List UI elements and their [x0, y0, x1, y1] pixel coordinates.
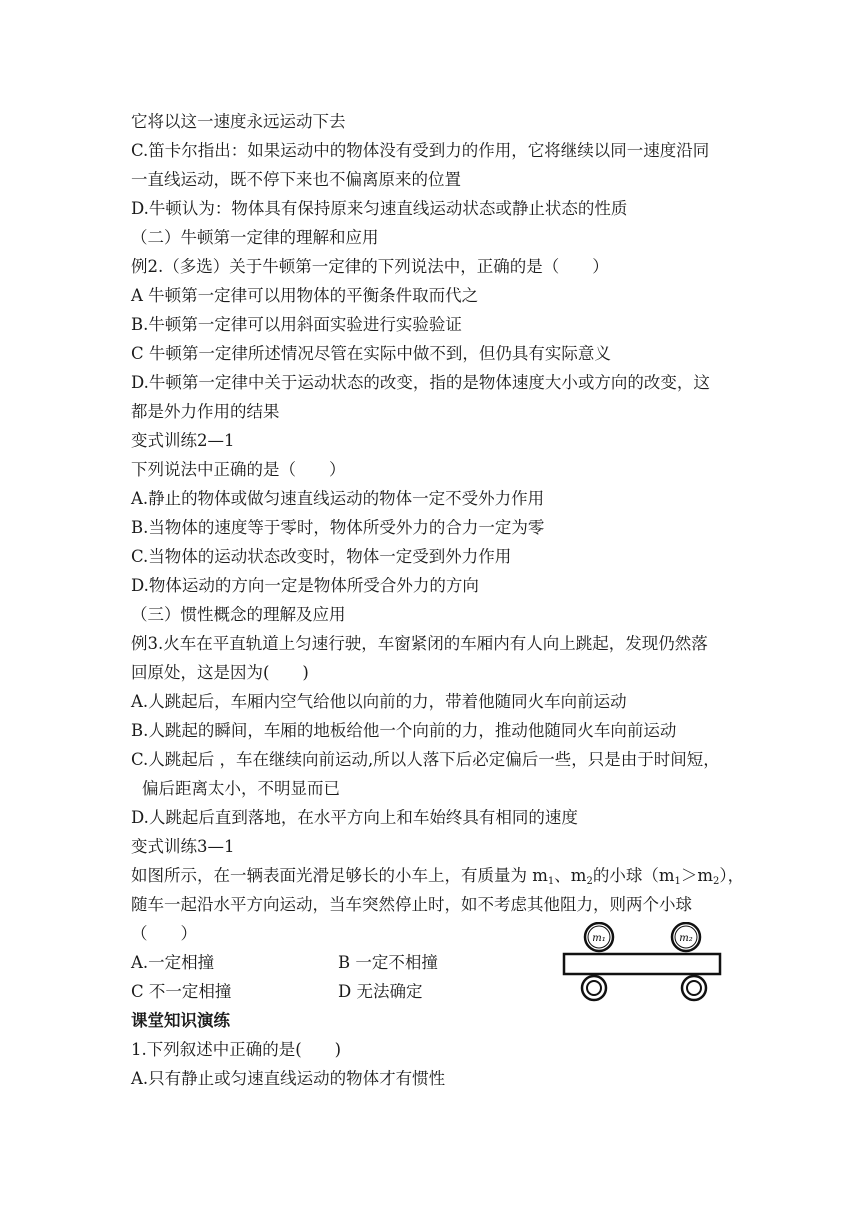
option-d: D.牛顿第一定律中关于运动状态的改变，指的是物体速度大小或方向的改变，这: [131, 373, 710, 392]
option-b: B.牛顿第一定律可以用斜面实验进行实验验证: [131, 315, 462, 334]
ball-m2-label: m₂: [679, 933, 693, 944]
question-stem: 例3.火车在平直轨道上匀速行驶，车窗紧闭的车厢内有人向上跳起，发现仍然落: [131, 634, 708, 653]
option-b: B.人跳起的瞬间，车厢的地板给他一个向前的力，推动他随同火车向前运动: [131, 721, 677, 740]
question-stem: 1.下列叙述中正确的是( ): [131, 1040, 342, 1059]
option-c: C 不一定相撞: [131, 982, 232, 1001]
cart-figure: [560, 922, 724, 1004]
wheel-left: [582, 976, 606, 1000]
option-a: A.人跳起后，车厢内空气给他以向前的力，带着他随同火车向前运动: [131, 692, 627, 711]
option-c: C.人跳起后 ，车在继续向前运动,所以人落下后必定偏后一些，只是由于时间短，: [131, 750, 720, 769]
option-d: D 无法确定: [338, 982, 423, 1001]
ball-m1-label: m₁: [592, 933, 606, 944]
option-b: B.当物体的速度等于零时，物体所受外力的合力一定为零: [131, 518, 545, 537]
exercise-heading: 变式训练3—1: [131, 837, 235, 856]
section-heading: （二）牛顿第一定律的理解和应用: [131, 228, 379, 247]
text-line: 它将以这一速度永远运动下去: [131, 112, 346, 131]
text-line: C.笛卡尔指出：如果运动中的物体没有受到力的作用，它将继续以同一速度沿同: [131, 141, 710, 160]
section-heading: 课堂知识演练: [131, 1011, 230, 1030]
option-d: D.物体运动的方向一定是物体所受合外力的方向: [131, 576, 479, 595]
text-line: 随车一起沿水平方向运动，当车突然停止时，如不考虑其他阻力，则两个小球: [131, 895, 692, 914]
option-a: A.只有静止或匀速直线运动的物体才有惯性: [131, 1069, 446, 1088]
option-c: C 牛顿第一定律所述情况尽管在实际中做不到，但仍具有实际意义: [131, 344, 611, 363]
option-d: D.人跳起后直到落地，在水平方向上和车始终具有相同的速度: [131, 808, 578, 827]
question-stem: 例2.（多选）关于牛顿第一定律的下列说法中，正确的是（ ）: [131, 257, 609, 276]
question-stem: 如图所示，在一辆表面光滑足够长的小车上，有质量为 $m_1$、$m_2$的小球$(m_1>m_2)$，: [131, 866, 745, 887]
ball-m2: [672, 923, 700, 951]
text-line: D.牛顿认为：物体具有保持原来匀速直线运动状态或静止状态的性质: [131, 199, 628, 218]
cart-body: [564, 954, 720, 974]
answer-blank: （ ）: [131, 924, 197, 943]
option-b: B 一定不相撞: [338, 953, 438, 972]
question-stem: 下列说法中正确的是（ ）: [131, 460, 346, 479]
option-a: A.静止的物体或做匀速直线运动的物体一定不受外力作用: [131, 489, 545, 508]
text-line: 回原处，这是因为( ): [131, 663, 309, 682]
option-a: A 牛顿第一定律可以用物体的平衡条件取而代之: [131, 286, 479, 305]
wheel-right: [682, 976, 706, 1000]
option-a: A.一定相撞: [131, 953, 215, 972]
text-line: 都是外力作用的结果: [131, 402, 280, 421]
exercise-heading: 变式训练2—1: [131, 431, 235, 450]
text-line: 一直线运动，既不停下来也不偏离原来的位置: [131, 170, 461, 189]
text-line: 偏后距离太小，不明显而已: [142, 779, 340, 798]
section-heading: （三）惯性概念的理解及应用: [131, 605, 346, 624]
ball-m1: [585, 923, 613, 951]
option-c: C.当物体的运动状态改变时，物体一定受到外力作用: [131, 547, 512, 566]
